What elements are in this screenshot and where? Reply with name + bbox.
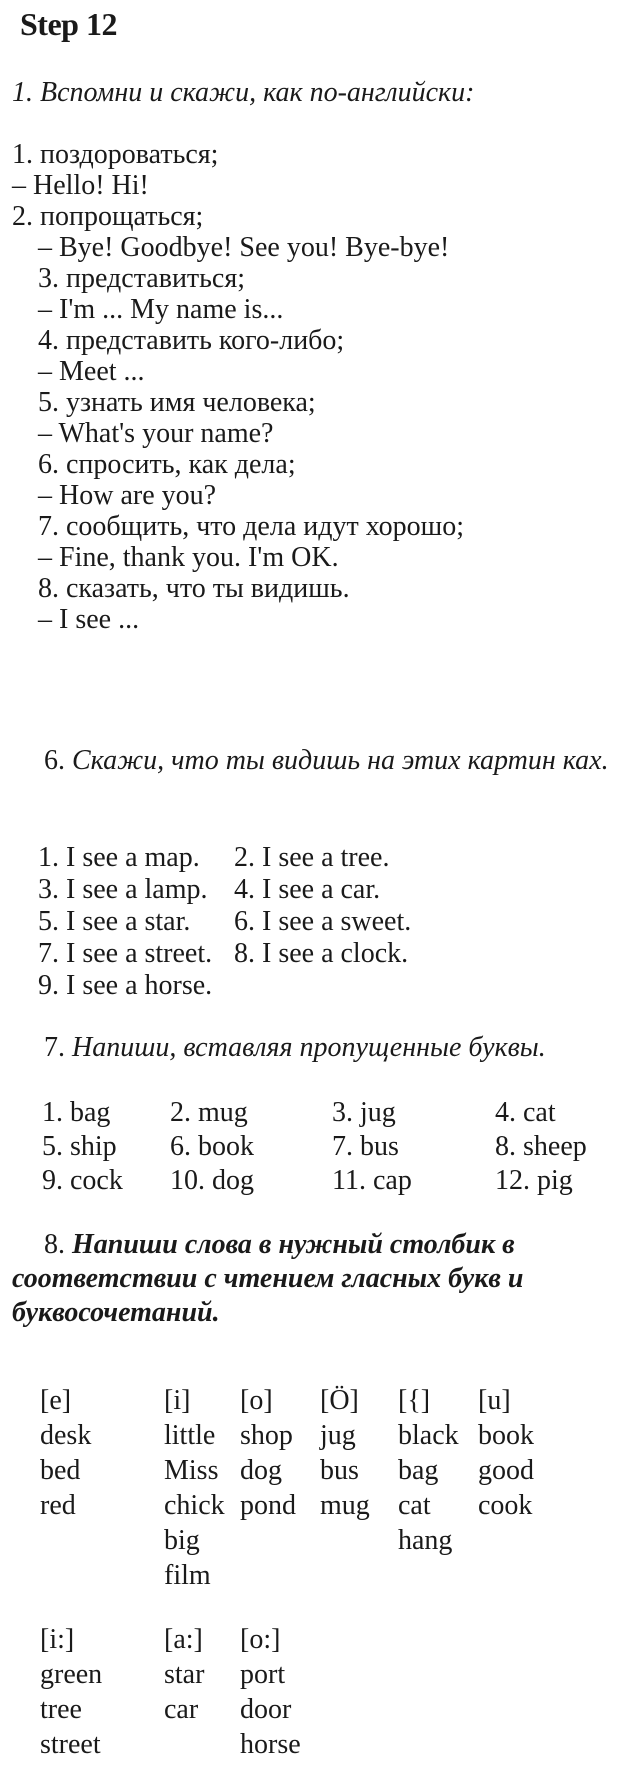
ex6-sentence: 4. I see a car. bbox=[234, 874, 381, 905]
phonetic-word: hang bbox=[398, 1525, 453, 1556]
phonetic-header: [{] bbox=[398, 1385, 431, 1416]
ex1-instruction: 1. Вспомни и скажи, как по-английски: bbox=[12, 77, 475, 108]
ex1-item: – What's your name? bbox=[38, 418, 274, 449]
ex7-word: 5. ship bbox=[42, 1131, 117, 1162]
phonetic-header: [o] bbox=[240, 1385, 273, 1416]
phonetic-header: [e] bbox=[40, 1385, 72, 1416]
ex6-sentence: 7. I see a street. bbox=[38, 938, 213, 969]
phonetic-word: horse bbox=[240, 1729, 301, 1760]
phonetic-column bbox=[40, 1622, 102, 1762]
ex1-item: – I see ... bbox=[38, 604, 140, 635]
phonetic-column bbox=[240, 1622, 301, 1762]
phonetic-word: mug bbox=[320, 1490, 370, 1521]
phonetic-word: good bbox=[478, 1455, 534, 1486]
ex7-word: 1. bag bbox=[42, 1097, 111, 1128]
ex6-sentence: 1. I see a map. bbox=[38, 842, 200, 873]
ex1-item: – How are you? bbox=[38, 480, 217, 511]
phonetic-column bbox=[164, 1622, 204, 1727]
ex6-sentence: 6. I see a sweet. bbox=[234, 906, 412, 937]
ex6-instruction bbox=[12, 744, 612, 778]
ex1-item: – Meet ... bbox=[38, 356, 145, 387]
ex1-item: – Bye! Goodbye! See you! Bye-bye! bbox=[38, 232, 450, 263]
ex1-item: 6. спросить, как дела; bbox=[38, 449, 296, 480]
phonetic-word: big bbox=[164, 1525, 200, 1556]
phonetic-header: [a:] bbox=[164, 1624, 203, 1655]
phonetic-word: port bbox=[240, 1659, 286, 1690]
phonetic-word: black bbox=[398, 1420, 459, 1451]
ex1-item: 8. сказать, что ты видишь. bbox=[38, 573, 350, 604]
ex6-sentence: 2. I see a tree. bbox=[234, 842, 390, 873]
ex1-item: 4. представить кого-либо; bbox=[38, 325, 345, 356]
ex7-instruction bbox=[44, 1033, 546, 1063]
ex1-item: – I'm ... My name is... bbox=[38, 294, 284, 325]
ex6-sentence: 5. I see a star. bbox=[38, 906, 191, 937]
phonetic-header: [Ö] bbox=[320, 1385, 359, 1416]
phonetic-column bbox=[398, 1383, 459, 1558]
phonetic-word: street bbox=[40, 1729, 101, 1760]
ex7-word: 2. mug bbox=[170, 1097, 248, 1128]
phonetic-header: [i] bbox=[164, 1385, 191, 1416]
ex7-word: 3. jug bbox=[332, 1097, 396, 1128]
phonetic-word: car bbox=[164, 1694, 199, 1725]
ex8-number: 8. bbox=[44, 1229, 65, 1260]
ex1-item: 2. попрощаться; bbox=[12, 201, 204, 232]
phonetic-word: little bbox=[164, 1420, 216, 1451]
phonetic-word: book bbox=[478, 1420, 534, 1451]
phonetic-column bbox=[320, 1383, 370, 1523]
phonetic-word: cook bbox=[478, 1490, 533, 1521]
ex7-word: 9. cock bbox=[42, 1165, 123, 1196]
ex7-word: 6. book bbox=[170, 1131, 254, 1162]
ex6-sentence: 8. I see a clock. bbox=[234, 938, 409, 969]
ex7-word: 11. cap bbox=[332, 1165, 412, 1196]
ex7-word: 4. cat bbox=[495, 1097, 556, 1128]
ex1-item: 7. сообщить, что дела идут хорошо; bbox=[38, 511, 464, 542]
phonetic-word: door bbox=[240, 1694, 292, 1725]
ex1-item: – Fine, thank you. I'm OK. bbox=[38, 542, 339, 573]
ex8-instruction bbox=[12, 1228, 624, 1330]
ex1-item: 3. представиться; bbox=[38, 263, 246, 294]
phonetic-word: red bbox=[40, 1490, 76, 1521]
phonetic-word: green bbox=[40, 1659, 103, 1690]
ex7-number: 7. bbox=[44, 1032, 65, 1063]
phonetic-header: [o:] bbox=[240, 1624, 281, 1655]
ex6-number: 6. bbox=[44, 745, 65, 776]
ex7-word: 8. sheep bbox=[495, 1131, 587, 1162]
ex1-item: 1. поздороваться; bbox=[12, 139, 219, 170]
phonetic-word: tree bbox=[40, 1694, 82, 1725]
ex6-sentence: 3. I see a lamp. bbox=[38, 874, 208, 905]
phonetic-column bbox=[164, 1383, 225, 1593]
ex7-word: 12. pig bbox=[495, 1165, 573, 1196]
phonetic-word: shop bbox=[240, 1420, 293, 1451]
phonetic-word: pond bbox=[240, 1490, 296, 1521]
phonetic-word: cat bbox=[398, 1490, 431, 1521]
ex1-item: – Hello! Hi! bbox=[12, 170, 149, 201]
phonetic-column bbox=[40, 1383, 91, 1523]
ex1-item: 5. узнать имя человека; bbox=[38, 387, 316, 418]
phonetic-word: desk bbox=[40, 1420, 92, 1451]
phonetic-column bbox=[478, 1383, 534, 1523]
phonetic-word: Miss bbox=[164, 1455, 219, 1486]
phonetic-word: dog bbox=[240, 1455, 282, 1486]
phonetic-word: bus bbox=[320, 1455, 359, 1486]
ex8-instruction-text: Напиши слова в нужный столбик в соответствии с чтением гласных букв и буквосочетаний. bbox=[12, 1229, 524, 1328]
phonetic-column bbox=[240, 1383, 296, 1523]
phonetic-word: jug bbox=[320, 1420, 356, 1451]
phonetic-word: chick bbox=[164, 1490, 225, 1521]
phonetic-header: [u] bbox=[478, 1385, 511, 1416]
phonetic-word: bag bbox=[398, 1455, 439, 1486]
phonetic-word: star bbox=[164, 1659, 205, 1690]
ex7-instruction-text: Напиши, вставляя пропущенные буквы. bbox=[72, 1032, 546, 1063]
phonetic-word: film bbox=[164, 1560, 211, 1591]
ex7-word: 10. dog bbox=[170, 1165, 254, 1196]
phonetic-header: [i:] bbox=[40, 1624, 75, 1655]
phonetic-word: bed bbox=[40, 1455, 81, 1486]
page-title: Step 12 bbox=[20, 6, 117, 42]
ex7-word: 7. bus bbox=[332, 1131, 399, 1162]
ex6-instruction-text: Скажи, что ты видишь на этих картин ках. bbox=[72, 745, 609, 776]
ex6-sentence: 9. I see a horse. bbox=[38, 970, 213, 1001]
